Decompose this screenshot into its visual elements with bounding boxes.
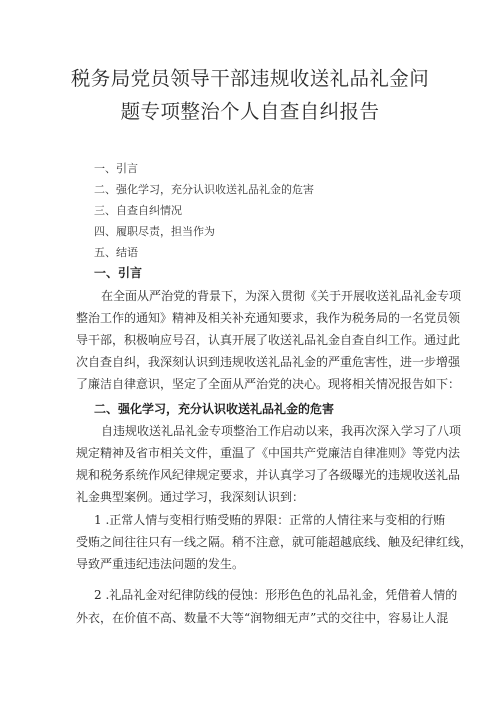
paragraph-line: 了廉洁自律意识，坚定了全面从严治党的决心。现将相关情况报告如下： — [76, 377, 461, 391]
paragraph-line: 整治工作的通知》精神及相关补充通知要求，我作为税务局的一名党员领 — [76, 311, 461, 325]
toc-item: 一、引言 — [94, 162, 138, 175]
point-line: 导致严重违纪违法问题的发生。 — [76, 557, 245, 571]
section-heading: 二、强化学习，充分认识收送礼品礼金的危害 — [94, 402, 335, 416]
paragraph-line: 在全面从严治党的背景下，为深入贯彻《关于开展收送礼品礼金专项 — [101, 289, 462, 303]
document-title-line-1: 税务局党员领导干部违规收送礼品礼金问 — [70, 67, 430, 90]
point-line: 1 .正常人情与变相行贿受贿的界限：正常的人情往来与变相的行贿 — [94, 513, 446, 527]
paragraph-line: 自违规收送礼品礼金专项整治工作启动以来，我再次深入学习了八项 — [101, 424, 462, 438]
document-title-line-2: 题专项整治个人自查自纠报告 — [120, 100, 380, 123]
point-line: 外衣，在价值不高、数量不大等“润物细无声”式的交往中，容易让人混 — [76, 611, 449, 625]
paragraph-line: 次自查自纠，我深刻认识到违规收送礼品礼金的严重危害性，进一步增强 — [76, 355, 461, 369]
toc-item: 二、强化学习，充分认识收送礼品礼金的危害 — [94, 183, 314, 196]
paragraph-line: 导干部，积极响应号召，认真开展了收送礼品礼金自查自纠工作。通过此 — [76, 333, 461, 347]
point-line: 2 .礼品礼金对纪律防线的侵蚀：形形色色的礼品礼金，凭借着人情的 — [94, 588, 458, 602]
toc-item: 五、结语 — [94, 246, 138, 259]
section-heading: 一、引言 — [94, 266, 143, 280]
toc-item: 四、履职尽责，担当作为 — [94, 225, 215, 238]
paragraph-line: 规定精神及省市相关文件，重温了《中国共产党廉洁自律准则》等党内法 — [76, 446, 461, 460]
point-line: 受贿之间往往只有一线之隔。稍不注意，就可能超越底线、触及纪律红线， — [76, 535, 473, 549]
paragraph-line: 礼金典型案例。通过学习，我深刻认识到： — [76, 490, 305, 504]
paragraph-line: 规和税务系统作风纪律规定要求，并认真学习了各级曝光的违规收送礼品 — [76, 468, 461, 482]
toc-item: 三、自查自纠情况 — [94, 204, 182, 217]
